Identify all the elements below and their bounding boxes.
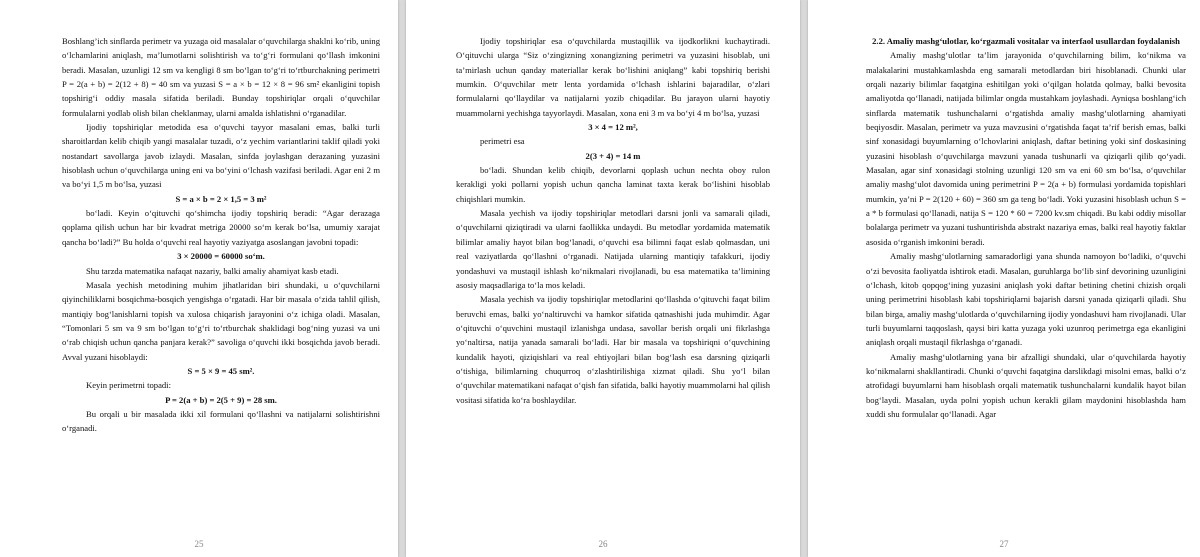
page-content	[866, 34, 1186, 421]
page-number: 26	[598, 539, 608, 549]
page-25	[0, 0, 398, 557]
page-content	[456, 34, 770, 407]
paragraph: Masala yechish va ijodiy topshiriqlar metodlarini qo‘llashda o‘qituvchi faqat bilim beruvchi emas, balki yo‘naltiruvchi va hamkor sifatida qatnashishi juda muhimdir. Agar o‘qituvchi o‘quvchini mustaqil izlanishga undasa, savollar berish orqali uni fikrlashga yo‘naltirsa, natija yanada samarali bo‘ladi. Har bir masala va topshiriqni o‘quvchining kundalik hayoti, qiziqishlari va real ehtiyojlari bilan bog‘lash esa darsning qiziqarli o‘tishiga, bilimlarning chuqurroq o‘zlashtirilishiga xizmat qiladi. Shu yo‘l bilan o‘quvchilar matematikani nafaqat o‘qish fan sifatida, balki hayotiy muammolarni hal qilish vositasi sifatida ko‘ra boshlaydilar.	[456, 294, 770, 405]
paragraph: Shu tarzda matematika nafaqat nazariy, balki amaliy ahamiyat kasb etadi.	[86, 265, 339, 276]
page-number: 27	[999, 539, 1009, 549]
paragraph: Keyin perimetrni topadi:	[86, 380, 171, 391]
formula: 3 × 20000 = 60000 so‘m.	[177, 251, 265, 262]
paragraph: Boshlang’ich sinflarda perimetr va yuzaga oid masalalar o‘quvchilarga shaklni ko‘rib, uning o‘lchamlarini aniqlash, ma’lumotlarni solishtirish va to‘g‘ri formulani qo‘llash imkonini beradi. Masalan, uzunligi 12 sm va kengligi 8 sm bo‘lgan to‘g‘ri to‘rtburchakning perimetri P = 2(a + b) = 2(12 + 8) = 40 sm va yuzasi S = a × b = 12 × 8 = 96 sm² ekanligini topish topshirig‘i oddiy masala sifatida beriladi. Bunday topshiriqlar orqali o‘quvchilar formulalarni yodlab olish bilan cheklanmay, ularni amalda ishlatishni o‘rganadilar.	[62, 36, 380, 118]
formula: S = a × b = 2 × 1,5 = 3 m²	[175, 193, 267, 204]
paragraph: Ijodiy topshiriqlar esa o‘quvchilarda mustaqillik va ijodkorlikni kuchaytiradi. O‘qituvchi ularga “Siz o‘zingizning xonangizning perimetri va yuzasini hisoblab, uni ta’mirlash uchun qanday materiallar kerak bo‘lishini aniqlang” kabi topshiriq berishi mumkin. O‘quvchilar metr lenta yordamida o‘lchash ishlarini bajaradilar, o‘zlari formulalarni qo‘llaydilar va natijalarni yozib chiqadilar. Bu jarayon ularni hayotiy muammolarni yechishga tayyorlaydi. Masalan, xona eni 3 m va bo‘yi 4 m bo‘lsa, yuzasi	[456, 36, 770, 118]
paragraph: Masala yechish metodining muhim jihatlaridan biri shundaki, u o‘quvchilarni qiyinchiliklarni bosqichma-bosqich yengishga o‘rgatadi. Har bir masala o‘zida tahlil qilish, mantiqiy bog‘lanishlarni topish va xulosa chiqarish jarayonini o‘z ichiga oladi. Masalan, “Tomonlari 5 sm va 9 sm bo‘lgan to‘g‘ri to‘rtburchak shaklidagi bog‘ning yuzasi va uni o‘rab chiqish uchun qancha panjara kerak?” savoliga o‘quvchi ikki bosqichda javob beradi. Avval yuzani hisoblaydi:	[62, 279, 380, 362]
page-number: 25	[194, 539, 204, 549]
paragraph: Bu orqali u bir masalada ikki xil formulani qo‘llashni va natijalarni solishtirishni o‘rganadi.	[62, 408, 380, 434]
paragraph: Ijodiy topshiriqlar metodida esa o‘quvchi tayyor masalani emas, balki turli sharoitlardan kelib chiqib yangi masalalar tuzadi, o‘z yechim variantlarini taklif qiladi yoki nostandart savollarga javob izlaydi. Masalan, sinfda joylashgan derazaning yuzasini hisoblash uchun o‘quvchilarga uning eni va bo‘yini o‘lchash vazifasi beriladi. Agar eni 2 m va bo‘yi 1,5 m bo‘lsa, yuzasi	[62, 122, 380, 190]
formula: P = 2(a + b) = 2(5 + 9) = 28 sm.	[165, 394, 277, 405]
page-content	[62, 34, 380, 436]
page-26	[406, 0, 800, 557]
paragraph: Amaliy mashg‘ulotlarning yana bir afzalligi shundaki, ular o‘quvchilarda hayotiy ko‘nikmalarni shakllantiradi. Chunki o‘quvchi faqatgina darslikdagi misolni emas, balki o‘z atrofidagi buyumlarni ham hisoblash orqali matematik tushunchalarni kundalik hayot bilan bog‘laydi. Masalan, uyda polni yopish uchun kerakli gilam maydonini hisoblashda ham xuddi shu formulalar qo‘llanadi. Agar	[866, 351, 1186, 419]
page-27	[808, 0, 1200, 557]
section-heading: 2.2. Amaliy mashg‘ulotlar, ko‘rgazmali vositalar va interfaol usullardan foydalanish	[872, 36, 1180, 46]
formula: S = 5 × 9 = 45 sm².	[187, 365, 255, 376]
paragraph: bo‘ladi. Shundan kelib chiqib, devorlarni qoplash uchun nechta oboy rulon kerakligi yoki pollarni yopish uchun qancha laminat taxta kerak bo‘lishini hisoblab chiqishlari mumkin.	[456, 165, 770, 204]
paragraph: Masala yechish va ijodiy topshiriqlar metodlari darsni jonli va samarali qiladi, o‘quvchilarni qiziqtiradi va ularni faollikka undaydi. Bu metodlar yordamida matematik bilimlar amaliy hayot bilan bog‘lanadi, o‘quvchi esa bilimni faqat eslab qolmasdan, uni real vaziyatlarda qo‘llashni o‘rganadi. Natijada ularning mantiqiy tafakkuri, ijodiy yondashuvi va mustaqil ishlash ko‘nikmalari rivojlanadi, bu esa matematika ta’limining asosiy maqsadlariga to‘la mos keladi.	[456, 208, 770, 290]
paragraph: Amaliy mashg‘ulotlarning samaradorligi yana shunda namoyon bo‘ladiki, o‘quvchi o‘zi bevosita faoliyatda ishtirok etadi. Masalan, guruhlarga bo‘lib sinf devorining uzunligini o‘lchash, kitob qopqog‘ining yuzasini aniqlash yoki daftar betining chetini chizish orqali uning perimetrini hisoblash kabi topshiriqlarni bajarish darsni yanada qiziqarli qiladi. Shu bilan birga, amaliy mashg‘ulotlarda o‘quvchilarning ijodiy yondashuvi ham rivojlanadi. Ular turli buyumlarni taqqoslash, qaysi biri katta yuzaga yoki uzunroq perimetrga ega ekanligini aniqlash orqali mustaqil fikrlashga o‘rganadi.	[866, 251, 1186, 348]
paragraph: perimetri esa	[480, 136, 525, 147]
paragraph: bo‘ladi. Keyin o‘qituvchi qo‘shimcha ijodiy topshiriq beradi: “Agar derazaga qoplama qilish uchun har bir kvadrat metriga 20000 so‘m kerak bo‘lsa, umumiy xarajat qancha bo‘ladi?” Bu holda o‘quvchi real hayotiy vaziyatga asoslangan javobni topadi:	[62, 208, 380, 247]
paragraph: Amaliy mashg‘ulotlar ta’lim jarayonida o‘quvchilarning bilim, ko‘nikma va malakalarini mustahkamlashda eng samarali metodlardan biri hisoblanadi. Chunki ular orqali nazariy bilimlar faqatgina eshitilgan yoki o‘qilgan holatda qolmay, balki bevosita amaliyotda qo‘llanadi, natijada bilimlar ongda mustahkam joylashadi. Ayniqsa boshlang‘ich sinflarda matematik tushunchalarni o‘rgatishda amaliy mashg‘ulotlarning ahamiyati beqiyosdir. Masalan, perimetr va yuza mavzusini o‘rgatishda faqat ta’rif berish emas, balki sinf xonasidagi buyumlarning o‘lchovlarini aniqlash, daftar betining yoki sinf doskasining yuzasini hisoblash o‘quvchilarga mavzuni yanada tushunarli va qiziqarli qilib qo‘yadi. Masalan, agar sinf xonasidagi stolning uzunligi 120 sm va eni 60 sm bo‘lsa, o‘quvchilar amaliy mashg‘ulot davomida uning perimetrini P = 2(a + b) formulasi yordamida topishlari mumkin, ya’ni P = 2(120 + 60) = 360 sm ga teng bo‘ladi. Yoki yuzasini hisoblash uchun S = a * b formulasi qo‘llanadi, natija S = 120 * 60 = 7200 kv.sm chiqadi. Bu kabi oddiy misollar bolalarga perimetr va yuzani tushuntirishda abstrakt nazariya emas, balki real hayotiy faktlar asosida o‘rganish imkonini beradi.	[866, 50, 1186, 247]
formula: 2(3 + 4) = 14 m	[585, 150, 641, 161]
formula: 3 × 4 = 12 m²,	[588, 122, 638, 133]
